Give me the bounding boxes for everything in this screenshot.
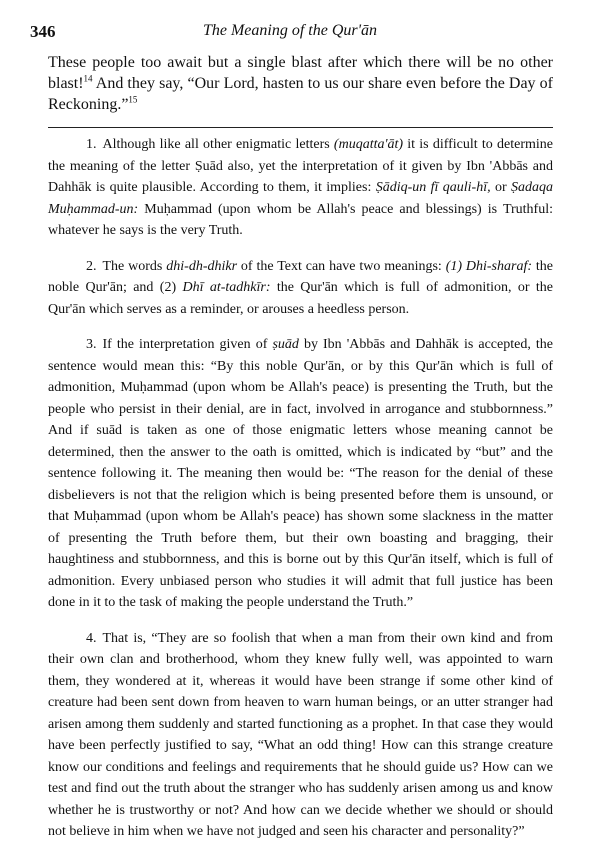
footnote-text: by Ibn 'Abbās and Dahhāk is accepted, the sentence would mean this: “By this noble Qur'ān, or by this Qur'ān which is full of admonition, Muḥammad (upon whom be Allah's peace) is presenting the Truth, but the people who persist in their denial, are in fact, involved in arrogance and stubbornness.” And if suād is taken as one of those enigmatic letters whose meaning cannot be determined, then the answer to the oath is omitted, which is indicated by “but” and the sentence following it. The meaning then would be: “The reason for the denial of these disbelievers is not that the religion which is being presented before them is unsound, or that Muḥammad (upon whom be Allah's peace) has shown some slackness in the matter of presenting the Truth before them, but their own boasting and bragging, their haughtiness and stubbornness, and this is borne out by this Qur'ān itself, which is full of admonition. Every unbiased person who studies it will admit that full justice has been done in it to the task of making the people understand the Truth.” (48, 337, 554, 610)
footnote-text: it is difficult to determine the meaning of the letter Ṣuād also, yet the interpretation of it given by Ibn 'Abbās and Dahhāk is quite plausible. According to them, it implies: (48, 137, 553, 195)
footnote-italic-term: dhi-dh-dhikr (166, 258, 238, 274)
footnote-text: That is, “They are so foolish that when a man from their own kind and from their own clan and brotherhood, whom they knew fully well, was appointed to warn them, they wondered at it, whereas it would have been strange if some other kind of creature had been sent down from heaven to warn human beings, or an utter stranger had arisen among them suddenly and started functioning as a prophet. In that case they would have been perfectly justified to say, “What an odd thing! How can this strange creature know our conditions and feelings and requirements that he should guide us? How can we test and find out the truth about the stranger who has suddenly arisen among us and know whether he is trustworthy or not? And how can we decide whether we should or should not believe in him when we have not judged and seen his character and personality?” (48, 630, 553, 839)
footnote-text: or (490, 180, 511, 195)
footnote-number: 4. (86, 630, 97, 646)
footnote-italic-term: Ṣadaqa Muḥammad-un: (48, 180, 553, 217)
footnote-text: Muḥammad (upon whom be Allah's peace and blessings) is Truthful: whatever he says is the very Truth. (48, 201, 553, 238)
footnote-text: The words (102, 258, 167, 274)
footnote-text: If the interpretation given of (102, 337, 273, 352)
main-text-part-2: And they say, “Our Lord, hasten to us our share even before the Day of Reckoning.” (48, 75, 553, 113)
page-number: 346 (30, 22, 56, 41)
main-text-part-1: These people too await but a single blast after which there will be no other blast! (48, 54, 553, 92)
footnote-italic-term: Dhī at-tadhkīr: (182, 280, 271, 295)
footnote-italic-term: ṣuād (272, 337, 299, 352)
footnote-ref-14: 14 (83, 73, 93, 84)
footnotes (48, 134, 553, 857)
footnote-number: 1. (86, 137, 97, 152)
page-header (30, 22, 550, 48)
footnote-3 (48, 334, 553, 614)
footnote-4 (48, 628, 553, 843)
footnote-1 (48, 134, 553, 242)
footnote-italic-term: (muqatta'āt) (333, 137, 404, 152)
footnote-text: the Qur'ān which is full of admonition, or the Qur'ān which serves as a reminder, or arouses a heedless person. (48, 280, 553, 317)
footnote-text: Although like all other enigmatic letters (102, 137, 334, 152)
footnote-ref-15: 15 (128, 94, 138, 105)
footnote-2 (48, 256, 553, 321)
footnote-text: the noble Qur'ān; and (2) (48, 258, 554, 295)
footnote-italic-term: Ṣādiq-un fī qauli-hī, (375, 180, 491, 195)
footnote-italic-term: (1) Dhi-sharaf: (445, 258, 533, 274)
footnote-divider (48, 127, 553, 128)
running-title: The Meaning of the Qur'ān (202, 22, 378, 39)
footnote-number: 3. (86, 337, 97, 352)
footnote-number: 2. (86, 258, 97, 274)
footnote-text: of the Text can have two meanings: (237, 258, 446, 274)
main-text (48, 52, 553, 115)
